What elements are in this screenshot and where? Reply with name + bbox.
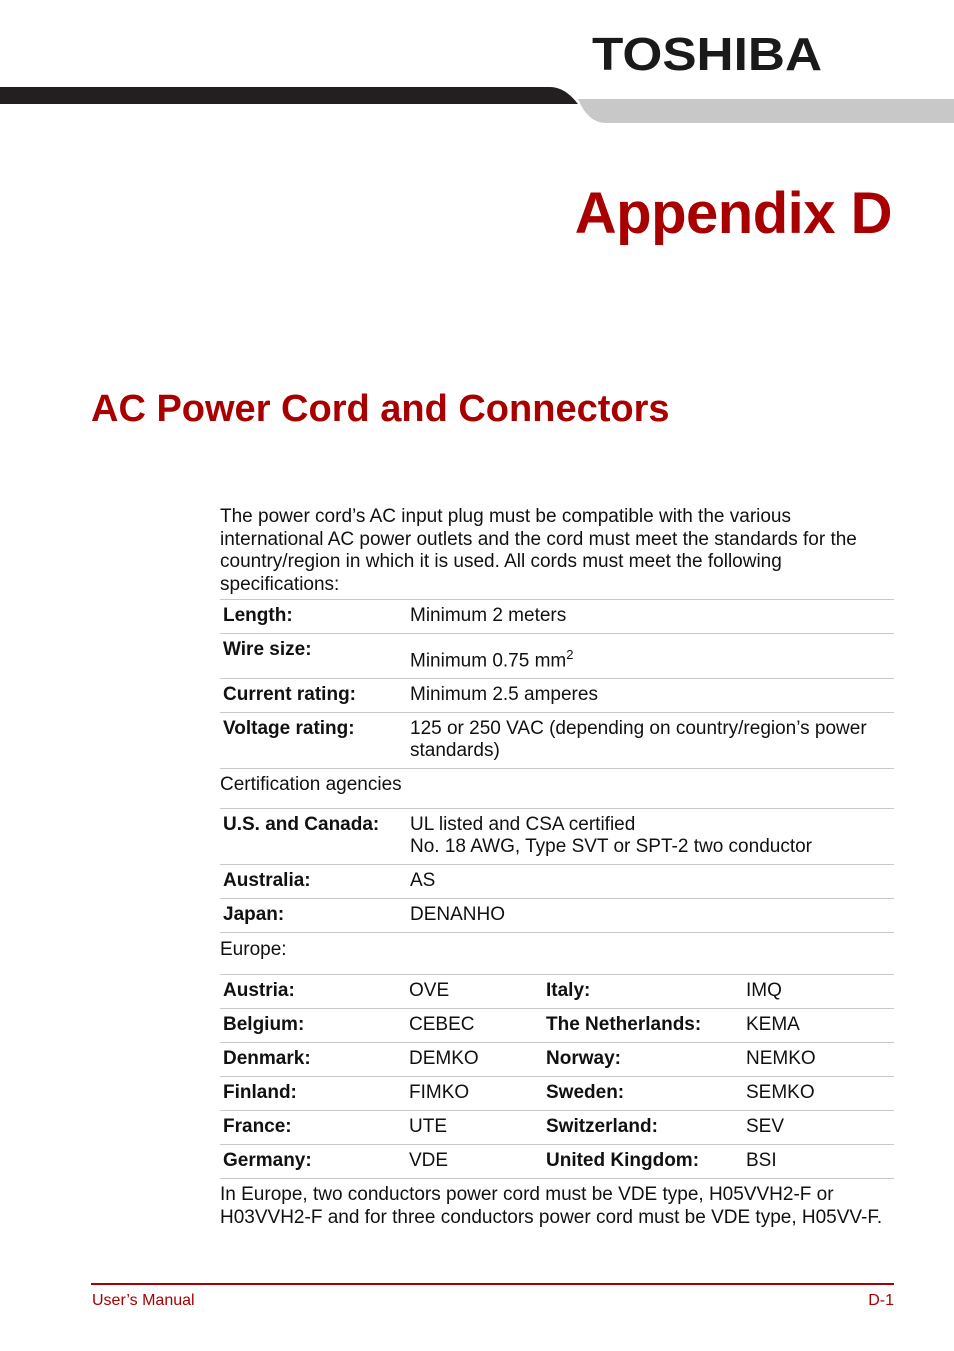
country-label: Finland: [220,1077,406,1111]
agency-value: AS [407,865,894,899]
table-row [220,1043,894,1077]
table-row [220,1009,894,1043]
footer-manual-title: User’s Manual [92,1292,195,1309]
spec-label: Wire size: [220,634,407,679]
table-row [220,865,894,899]
agency-value: CEBEC [406,1009,543,1043]
agencies-table [220,808,894,933]
country-label: Germany: [220,1145,406,1179]
agency-value: KEMA [743,1009,894,1043]
agency-value: DEMKO [406,1043,543,1077]
agency-value: NEMKO [743,1043,894,1077]
outro-paragraph: In Europe, two conductors power cord must be VDE type, H05VVH2-F or H03VVH2-F and for three conductors power cord must be VDE type, H05VV-F. [220,1184,883,1228]
country-label: Belgium: [220,1009,406,1043]
spec-label: Length: [220,600,407,634]
agency-value: SEV [743,1111,894,1145]
agency-value: SEMKO [743,1077,894,1111]
spec-label: Current rating: [220,679,407,713]
section-title: AC Power Cord and Connectors [91,388,670,430]
spec-value: Minimum 2 meters [407,600,894,634]
spec-label: Voltage rating: [220,713,407,769]
agency-value: DENANHO [407,899,894,933]
spec-value-cell [407,634,894,679]
table-row [220,975,894,1009]
agency-value: FIMKO [406,1077,543,1111]
spec-value: 125 or 250 VAC (depending on country/region’s power standards) [407,713,894,769]
cert-heading: Certification agencies [220,774,402,795]
agency-region: Australia: [220,865,407,899]
agency-value: BSI [743,1145,894,1179]
europe-table [220,974,894,1179]
country-label: France: [220,1111,406,1145]
page-number: D-1 [868,1292,894,1309]
spec-value: Minimum 2.5 amperes [407,679,894,713]
header-band [0,84,954,128]
table-row [220,634,894,679]
table-row [220,1145,894,1179]
table-row [220,1077,894,1111]
table-row [220,899,894,933]
agency-value: UL listed and CSA certified [410,814,636,835]
country-label: Denmark: [220,1043,406,1077]
table-row [220,713,894,769]
agency-region: Japan: [220,899,407,933]
svg-text:TOSHIBA: TOSHIBA [592,30,822,76]
agency-value: VDE [406,1145,543,1179]
superscript: 2 [566,647,574,662]
country-label: The Netherlands: [543,1009,743,1043]
table-row [220,600,894,634]
agency-value: UTE [406,1111,543,1145]
agency-value-cell [407,809,894,865]
europe-heading: Europe: [220,939,287,960]
agency-value-2: No. 18 AWG, Type SVT or SPT-2 two conductor [410,836,812,857]
table-row [220,1111,894,1145]
agency-value: IMQ [743,975,894,1009]
agency-region: U.S. and Canada: [220,809,407,865]
spec-value: Minimum 0.75 mm [410,650,567,672]
country-label: United Kingdom: [543,1145,743,1179]
country-label: Italy: [543,975,743,1009]
table-row [220,809,894,865]
agency-value: OVE [406,975,543,1009]
country-label: Austria: [220,975,406,1009]
footer-divider [91,1283,894,1285]
specs-table [220,599,894,769]
toshiba-logo [592,30,824,76]
appendix-title: Appendix D [574,181,892,246]
country-label: Norway: [543,1043,743,1077]
country-label: Sweden: [543,1077,743,1111]
table-row [220,679,894,713]
country-label: Switzerland: [543,1111,743,1145]
intro-paragraph: The power cord’s AC input plug must be compatible with the various international AC power outlets and the cord must meet the standards for the country/region in which it is used. All cords must meet the following specifications: [220,506,857,595]
